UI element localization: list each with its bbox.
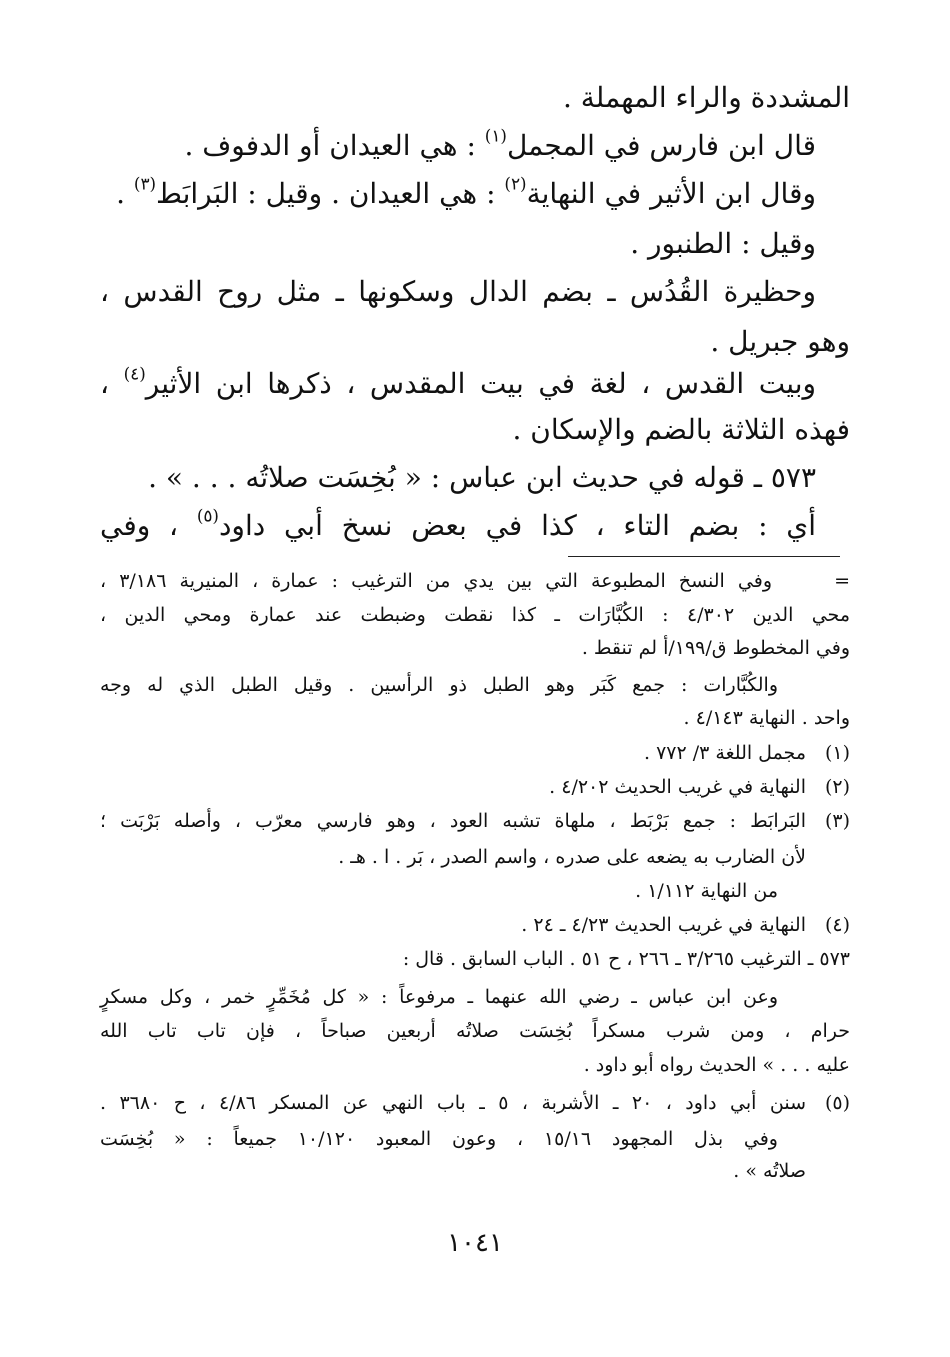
footnote-line (100, 842, 806, 872)
main-text: وحظيرة القُدُس ـ بضم الدال وسكونها ـ مثل روح القدس ، (100, 275, 816, 308)
main-text: وهو جبريل . (710, 325, 850, 358)
footnote-text: واحد . النهاية ٤/١٤٣ . (683, 707, 850, 729)
footnote-reference: (٥) (196, 505, 219, 526)
main-text-segment: ، (100, 367, 124, 400)
main-text: ٥٧٣ ـ قوله في حديث ابن عباس : « بُخِسَت صلاتُه . . . » . (148, 461, 816, 494)
main-text: : هي العيدان . وقيل : البَرابَط (156, 177, 505, 210)
footnote-573 (100, 944, 850, 974)
footnote-number: (٣) (824, 810, 850, 832)
main-text: فهذه الثلاثة بالضم والإسكان . (512, 413, 850, 446)
footnote-text: عليه . . . » الحديث رواه أبو داود . (583, 1054, 850, 1076)
main-text-segment: ، وفي (100, 509, 197, 542)
main-text-segment: وبيت القدس ، لغة في بيت المقدس ، ذكرها ابن الأثير (145, 367, 817, 400)
footnote-line (100, 566, 850, 596)
footnote-text: النهاية في غريب الحديث ٤/٢٠٢ . (549, 776, 806, 798)
footnote-3 (100, 806, 850, 836)
footnote-text: حرام ، ومن شرب مسكراً بُخِسَت صلاتُه أربعين صباحاً ، فإن تاب تاب الله (100, 1020, 850, 1042)
main-text: . (116, 177, 134, 210)
continuation-marker: = (834, 570, 850, 592)
footnote-text: وفي بذل المجهود ١٥/١٦ ، وعون المعبود ١٠/١٢٠ جميعاً : « بُخِسَت (100, 1128, 778, 1150)
footnote-text: النهاية في غريب الحديث ٤/٢٣ ـ ٢٤ . (521, 914, 806, 936)
footnote-number: (١) (824, 742, 850, 764)
main-text-line (100, 124, 816, 168)
footnote-number: (٢) (824, 776, 850, 798)
footnote-text: مجمل اللغة ٣/ ٧٧٢ . (644, 742, 806, 764)
footnote-4 (100, 910, 850, 940)
main-text-line (100, 504, 816, 548)
footnote-text: والكُبَّارات : جمع كَبَر وهو الطبل ذو الرأسين . وقيل الطبل الذي له وجه (100, 674, 778, 696)
footnote-1 (100, 738, 850, 768)
main-text-line (100, 456, 816, 500)
main-text: قال ابن فارس في المجمل (506, 129, 816, 162)
footnote-text: وفي النسخ المطبوعة التي بين يدي من الترغيب : عمارة ، المنيرية ٣/١٨٦ ، (100, 570, 772, 592)
main-text-line (100, 270, 816, 314)
footnote-line (100, 876, 778, 906)
footnote-text: ٥٧٣ ـ الترغيب ٣/٢٦٥ ـ ٢٦٦ ، ح ٥١ . الباب السابق . قال : (402, 948, 850, 970)
footnote-2 (100, 772, 850, 802)
footnote-line (100, 633, 850, 663)
footnote-number: (٥) (824, 1092, 850, 1114)
footnote-text: سنن أبي داود ، ٢٠ ـ الأشربة ، ٥ ـ باب النهي عن المسكر ٤/٨٦ ، ح ٣٦٨٠ . (100, 1092, 806, 1114)
footnote-reference: (٢) (504, 173, 527, 194)
main-text: : هي العيدان أو الدفوف . (184, 129, 485, 162)
footnote-line (100, 703, 850, 733)
main-text-line (100, 222, 816, 266)
main-text: المشددة والراء المهملة . (562, 81, 850, 114)
main-text: وقيل : الطنبور . (630, 227, 816, 260)
footnote-line (100, 982, 778, 1012)
main-text: وقال ابن الأثير في النهاية (526, 177, 816, 210)
main-text-line (100, 172, 816, 216)
footnote-text: البَرابَط : جمع بَرْبَط ، ملهاة تشبه العود ، وهو فارسي معرّب ، وأصله بَرْبَت ؛ (100, 810, 806, 832)
footnote-text: وفي المخطوط ق/١٩٩/أ لم تنقط . (581, 637, 850, 659)
main-text (100, 363, 817, 400)
main-text-line (100, 408, 850, 452)
footnote-line (100, 1050, 850, 1080)
footnote-text: محي الدين ٤/٣٠٢ : الكُبَّارَات ـ كذا نقطت وضبطت عند عمارة ومحي الدين ، (100, 604, 850, 626)
main-text (100, 505, 816, 542)
footnote-line (100, 600, 850, 630)
footnote-text: لأن الضارب به يضعه على صدره ، واسم الصدر ، بَر . ا . هـ . (338, 846, 806, 868)
footnote-separator (568, 556, 840, 557)
main-text-line (100, 76, 850, 120)
footnote-5 (100, 1088, 850, 1118)
footnote-line (100, 1156, 806, 1186)
footnote-line (100, 670, 778, 700)
page-number: ١٠٤١ (447, 1228, 503, 1258)
footnote-line (100, 1124, 778, 1154)
footnote-reference: (٤) (123, 363, 146, 384)
footnote-reference: (٣) (133, 173, 157, 194)
footnote-reference: (١) (484, 125, 507, 146)
footnote-number: (٤) (824, 914, 850, 936)
footnote-line (100, 1016, 850, 1046)
main-text-line (100, 362, 816, 406)
footnote-text: من النهاية ١/١١٢ . (635, 880, 778, 902)
footnote-text: صلاتُه » . (733, 1160, 806, 1182)
main-text-line (100, 320, 850, 364)
footnote-text: وعن ابن عباس ـ رضي الله عنهما ـ مرفوعاً : « كل مُخَمِّرٍ خمر ، وكل مسكرٍ (100, 986, 778, 1008)
main-text-segment: أي : بضم التاء ، كذا في بعض نسخ أبي داود (218, 509, 816, 542)
